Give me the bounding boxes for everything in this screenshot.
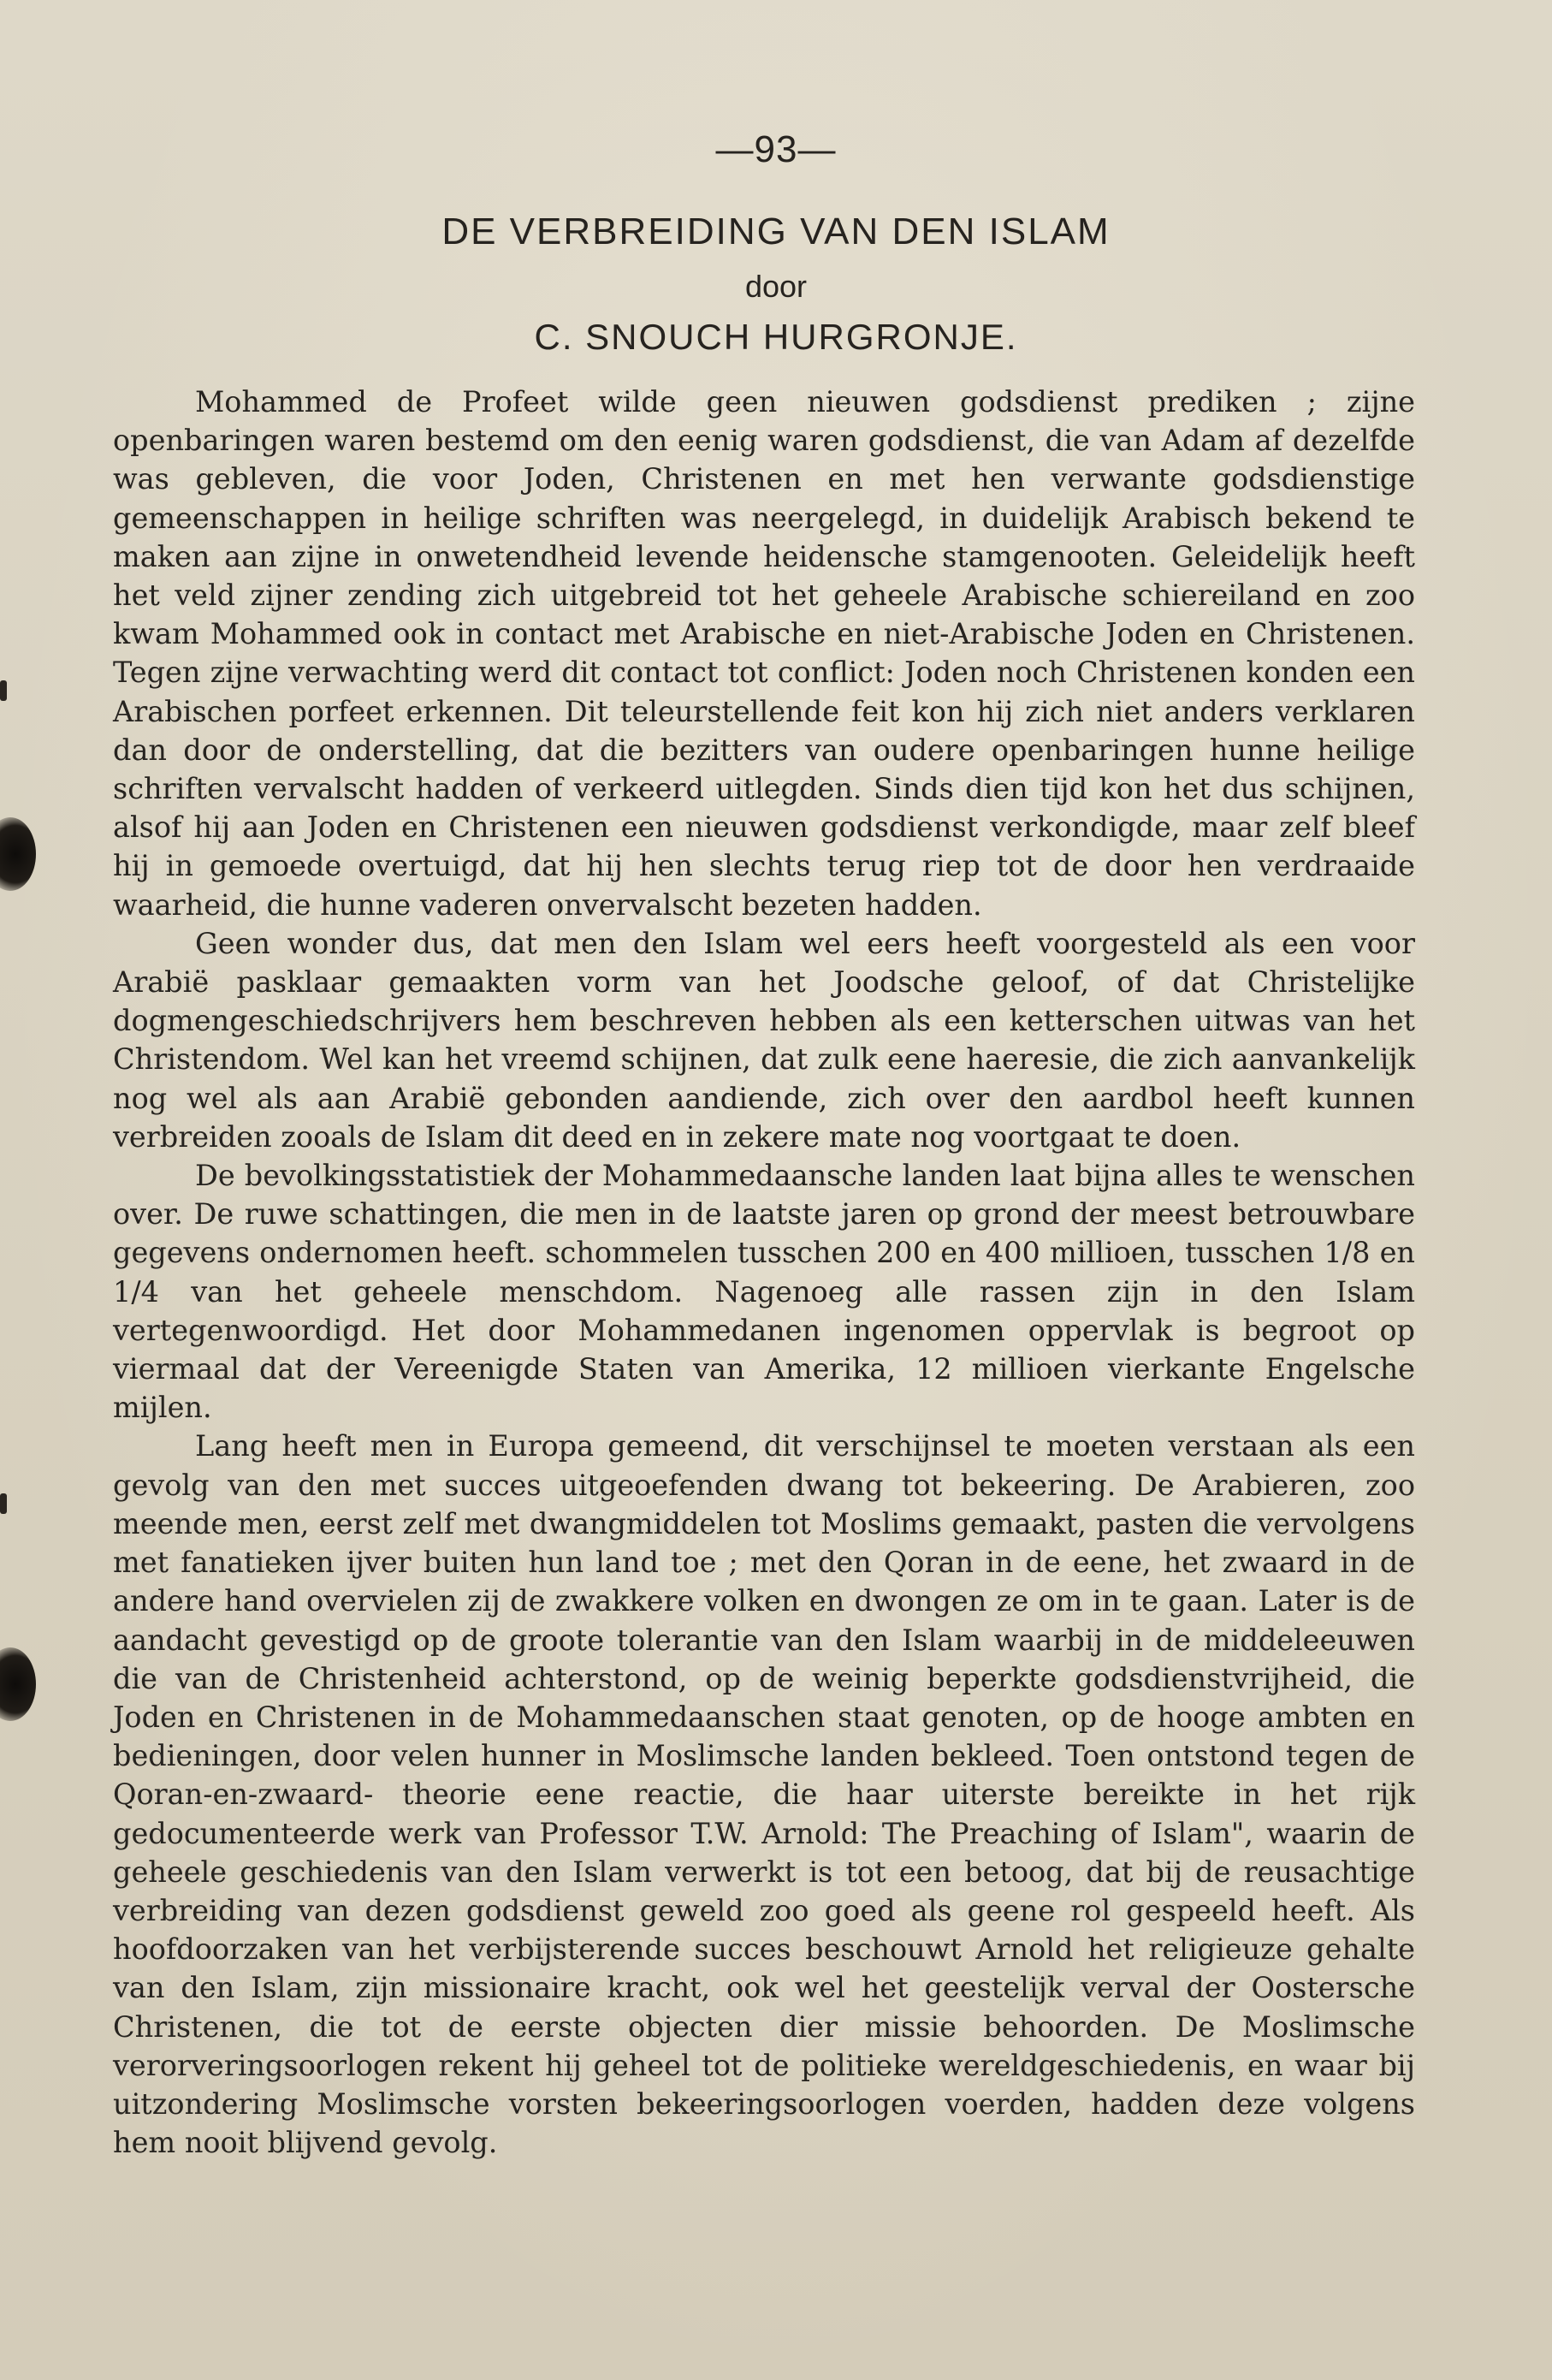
article-title: DE VERBREIDING VAN DEN ISLAM [441,211,1111,252]
binding-hole-upper [0,817,36,891]
paragraph-3: De bevolkingsstatistiek der Mohammedaansche landen laat bijna alles te wenschen over. De ruwe schattingen, die men in de laatste jaren op grond der meest betrouwbare gegevens ondernomen heeft. schommelen tusschen 200 en 400 millioen, tusschen 1/8 en 1/4 van het geheele menschdom. Nagenoeg alle rassen zijn in den Islam vertegenwoordigd. Het door Mohammedanen ingenomen oppervlak is begroot op viermaal dat der Vereenigde Staten van Amerika, 12 millioen vierkante Engelsche mijlen. [113,1159,1415,1425]
paragraph-2: Geen wonder dus, dat men den Islam wel eers heeft voorgesteld als een voor Arabië pasklaar gemaakten vorm van het Joodsche geloof, of dat Christelijke dogmengeschiedschrijvers hem beschreven hebben als een ketterschen uitwas van het Christendom. Wel kan het vreemd schijnen, dat zulk eene haeresie, die zich aanvankelijk nog wel als aan Arabië gebonden aandiende, zich over den aardbol heeft kunnen verbreiden zooals de Islam dit deed en in zekere mate nog voortgaat te doen. [113,926,1415,1154]
margin-mark [0,1493,7,1514]
paragraph-4: Lang heeft men in Europa gemeend, dit verschijnsel te moeten verstaan als een gevolg van den met succes uitgeoefenden dwang tot bekeering. De Arabieren, zoo meende men, eerst zelf met dwangmiddelen tot Moslims gemaakt, pasten die vervolgens met fanatieken ijver buiten hun land toe ; met den Qoran in de eene, het zwaard in de andere hand overvielen zij de zwakkere volken en dwongen ze om in te gaan. Later is de aandacht gevestigd op de groote tolerantie van den Islam waarbij in de middeleeuwen die van de Christenheid achterstond, op de weinig beperkte godsdienstvrijheid, die Joden en Christenen in de Mohammedaanschen staat genoten, op de hooge ambten en bedieningen, door velen hunner in Moslimsche landen bekleed. Toen ontstond tegen de Qoran-en-zwaard- theorie eene reactie, die haar uiterste bereikte in het rijk gedocumenteerde werk van Professor T.W. Arnold: The Preaching of Islam", waarin de geheele geschiedenis van den Islam verwerkt is tot een betoog, dat bij de reusachtige verbreiding van dezen godsdienst geweld zoo goed als geene rol gespeeld heeft. Als hoofdoorzaken van het verbijsterende succes beschouwt Arnold het religieuze gehalte van den Islam, zijn missionaire kracht, ook wel het geestelijk verval der Oostersche Christenen, die tot de eerste objecten dier missie behoorden. De Moslimsche verorveringsoorlogen rekent hij geheel tot de politieke wereldgeschiedenis, en waar bij uitzondering Moslimsche vorsten bekeeringsoorlogen voerden, hadden deze volgens hem nooit blijvend gevolg. [113,1429,1415,2160]
margin-mark [0,680,7,701]
binding-hole-lower [0,1647,36,1721]
author-name: C. SNOUCH HURGRONJE. [534,317,1018,357]
page-number: —93— [715,128,837,170]
paragraph-1: Mohammed de Profeet wilde geen nieuwen godsdienst prediken ; zijne openbaringen waren bestemd om den eenig waren godsdienst, die van Adam af dezelfde was gebleven, die voor Joden, Christenen en met hen verwante godsdienstige gemeenschappen in heilige schriften was neergelegd, in duidelijk Arabisch bekend te maken aan zijne in onwetendheid levende heidensche stamgenooten. Geleidelijk heeft het veld zijner zending zich uitgebreid tot het geheele Arabische schiereiland en zoo kwam Mohammed ook in contact met Arabische en niet-Arabische Joden en Christenen. Tegen zijne verwachting werd dit contact tot conflict: Joden noch Christenen konden een Arabischen porfeet erkennen. Dit teleurstellende feit kon hij zich niet anders verklaren dan door de onderstelling, dat die bezitters van oudere openbaringen hunne heilige schriften vervalscht hadden of verkeerd uitlegden. Sinds dien tijd kon het dus schijnen, alsof hij aan Joden en Christenen een nieuwen godsdienst verkondigde, maar zelf bleef hij in gemoede overtuigd, dat hij hen slechts terug riep tot de door hen verdraaide waarheid, die hunne vaderen onvervalscht bezeten hadden. [113,385,1415,922]
article-body [113,383,1415,2162]
byline: door [744,269,808,304]
